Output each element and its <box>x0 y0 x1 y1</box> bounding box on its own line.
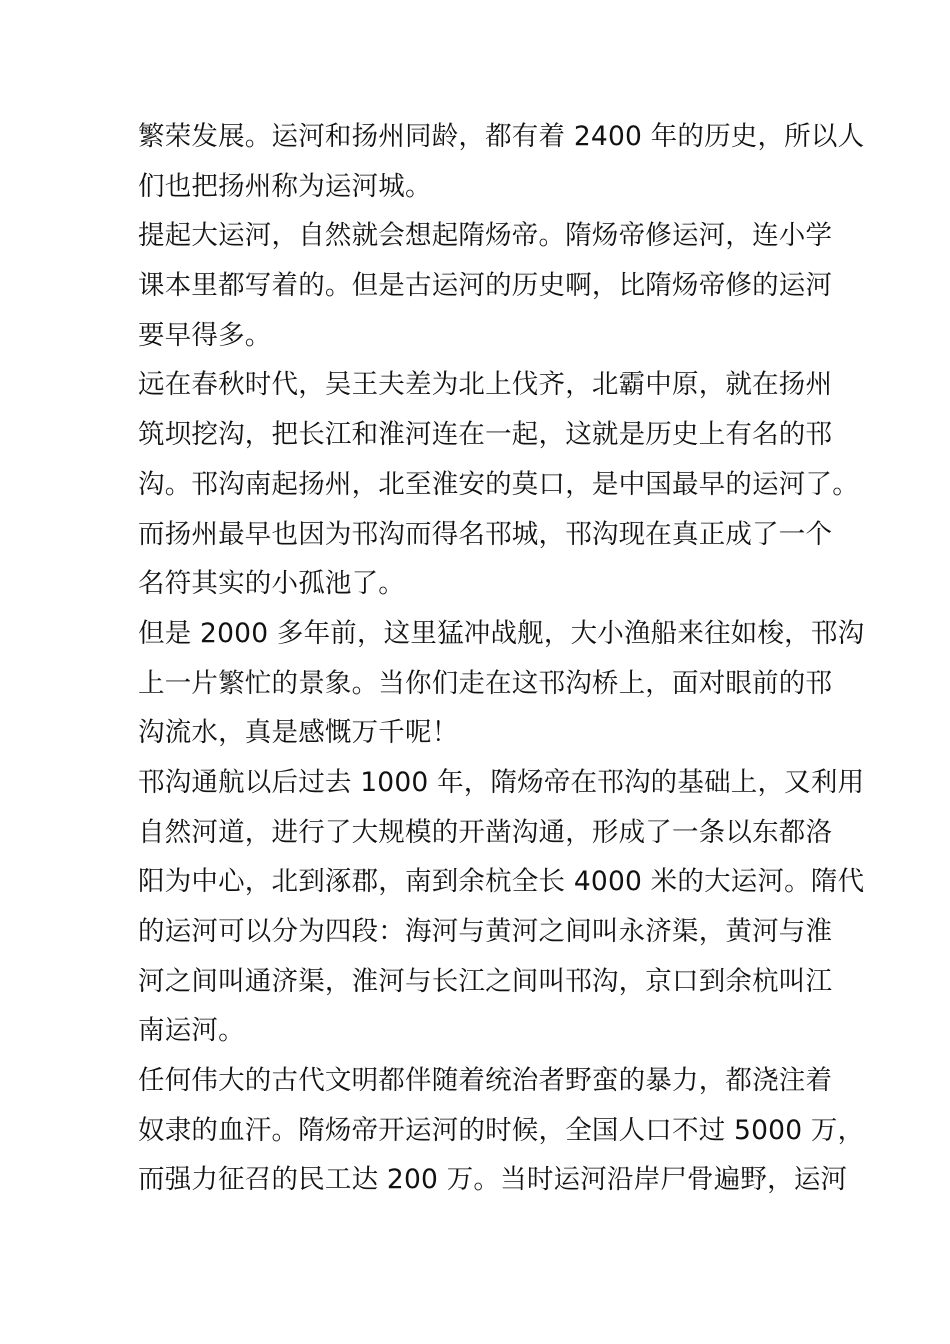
text-line-14: 邗沟通航以后过去 1000 年，隋炀帝在邗沟的基础上，又利用 <box>138 766 865 798</box>
text-line-8: 沟。邗沟南起扬州，北至淮安的莫口，是中国最早的运河了。 <box>138 468 859 500</box>
text-line-15: 自然河道，进行了大规模的开凿沟通，形成了一条以东都洛 <box>138 816 833 848</box>
text-line-21: 奴隶的血汗。隋炀帝开运河的时候，全国人口不过 5000 万， <box>138 1114 865 1146</box>
text-line-6: 远在春秋时代，吴王夫差为北上伐齐，北霸中原，就在扬州 <box>138 369 833 401</box>
text-line-7: 筑坝挖沟，把长江和淮河连在一起，这就是历史上有名的邗 <box>138 419 833 451</box>
text-line-5: 要早得多。 <box>138 319 272 351</box>
text-line-12: 上一片繁忙的景象。当你们走在这邗沟桥上，面对眼前的邗 <box>138 667 833 699</box>
text-line-18: 河之间叫通济渠，淮河与长江之间叫邗沟，京口到余杭叫江 <box>138 965 833 997</box>
text-line-17: 的运河可以分为四段：海河与黄河之间叫永济渠，黄河与淮 <box>138 916 833 947</box>
text-line-9: 而扬州最早也因为邗沟而得名邗城，邗沟现在真正成了一个 <box>138 518 833 550</box>
text-line-4: 课本里都写着的。但是古运河的历史啊，比隋炀帝修的运河 <box>138 270 833 302</box>
text-line-3: 提起大运河，自然就会想起隋炀帝。隋炀帝修运河，连小学 <box>138 220 833 252</box>
body-text <box>138 112 865 1205</box>
text-line-2: 们也把扬州称为运河城。 <box>138 170 432 202</box>
text-line-10: 名符其实的小孤池了。 <box>138 568 405 600</box>
text-line-1: 繁荣发展。运河和扬州同龄，都有着 2400 年的历史，所以人 <box>138 121 865 152</box>
text-line-16: 阳为中心，北到涿郡，南到余杭全长 4000 米的大运河。隋代 <box>138 866 865 898</box>
text-line-19: 南运河。 <box>138 1015 245 1047</box>
text-line-20: 任何伟大的古代文明都伴随着统治者野蛮的暴力，都浇注着 <box>138 1065 833 1097</box>
text-line-11: 但是 2000 多年前，这里猛冲战舰，大小渔船来往如梭，邗沟 <box>138 617 865 649</box>
text-line-13: 沟流水，真是感慨万千呢！ <box>138 717 459 749</box>
text-line-22: 而强力征召的民工达 200 万。当时运河沿岸尸骨遍野，运河 <box>138 1164 848 1196</box>
